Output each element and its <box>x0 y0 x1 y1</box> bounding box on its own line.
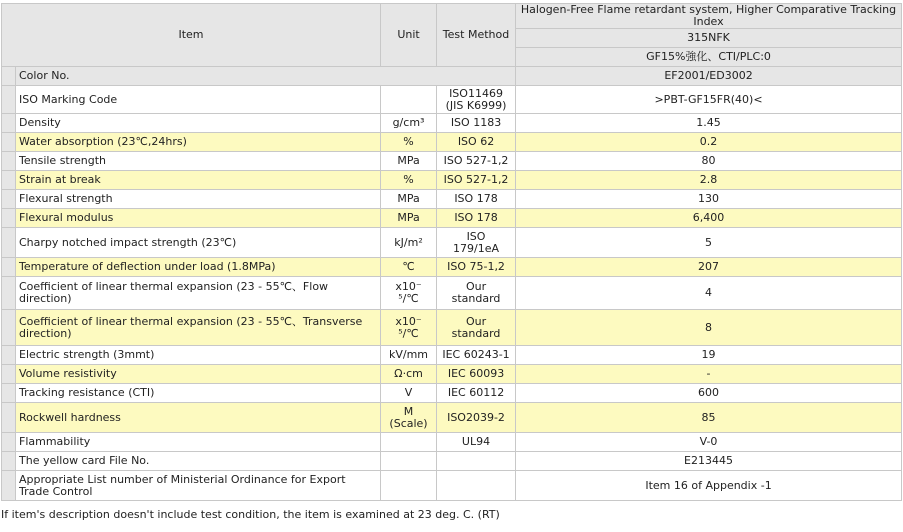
row-method: IEC 60093 <box>437 365 516 384</box>
row-value: 2.8 <box>516 171 902 190</box>
data-rows <box>2 86 902 501</box>
table-row <box>2 152 902 171</box>
row-item: Coefficient of linear thermal expansion (23 - 55℃、Flow direction) <box>16 277 381 310</box>
row-value: 80 <box>516 152 902 171</box>
row-marker <box>2 258 16 277</box>
header-series: Halogen-Free Flame retardant system, Higher Comparative Tracking Index <box>516 4 902 29</box>
row-item: Electric strength (3mmt) <box>16 346 381 365</box>
properties-table <box>1 3 902 501</box>
row-marker <box>2 471 16 501</box>
row-marker <box>2 365 16 384</box>
table-row <box>2 310 902 346</box>
row-unit: g/cm³ <box>381 114 437 133</box>
row-marker <box>2 228 16 258</box>
row-marker <box>2 190 16 209</box>
row-unit: M (Scale) <box>381 403 437 433</box>
header-item: Item <box>2 4 381 67</box>
table-row <box>2 277 902 310</box>
row-unit: MPa <box>381 152 437 171</box>
row-method <box>437 471 516 501</box>
color-no-value: EF2001/ED3002 <box>516 67 902 86</box>
row-value: 130 <box>516 190 902 209</box>
row-method: ISO 527-1,2 <box>437 152 516 171</box>
row-unit: kV/mm <box>381 346 437 365</box>
row-marker <box>2 171 16 190</box>
row-marker <box>2 86 16 114</box>
row-item: Charpy notched impact strength (23℃) <box>16 228 381 258</box>
row-unit <box>381 471 437 501</box>
row-value: E213445 <box>516 452 902 471</box>
row-value: >PBT-GF15FR(40)< <box>516 86 902 114</box>
row-item: Tensile strength <box>16 152 381 171</box>
table-row <box>2 209 902 228</box>
table-row <box>2 190 902 209</box>
table-row <box>2 384 902 403</box>
row-marker <box>2 310 16 346</box>
row-method: UL94 <box>437 433 516 452</box>
row-item: Volume resistivity <box>16 365 381 384</box>
row-method: IEC 60243-1 <box>437 346 516 365</box>
row-method: IEC 60112 <box>437 384 516 403</box>
table-row <box>2 171 902 190</box>
row-value: 4 <box>516 277 902 310</box>
row-method: ISO11469 (JIS K6999) <box>437 86 516 114</box>
row-method: ISO 178 <box>437 209 516 228</box>
table-row <box>2 114 902 133</box>
row-value: 1.45 <box>516 114 902 133</box>
row-method: ISO 62 <box>437 133 516 152</box>
row-marker <box>2 152 16 171</box>
row-value: 85 <box>516 403 902 433</box>
header-grade: 315NFK <box>516 29 902 48</box>
row-value: 600 <box>516 384 902 403</box>
row-item: Tracking resistance (CTI) <box>16 384 381 403</box>
row-method: ISO 178 <box>437 190 516 209</box>
row-value: 8 <box>516 310 902 346</box>
row-marker <box>2 384 16 403</box>
row-marker <box>2 452 16 471</box>
row-unit: MPa <box>381 209 437 228</box>
row-item: Temperature of deflection under load (1.8MPa) <box>16 258 381 277</box>
row-method: ISO2039-2 <box>437 403 516 433</box>
row-item: ISO Marking Code <box>16 86 381 114</box>
row-unit: ℃ <box>381 258 437 277</box>
table-row <box>2 471 902 501</box>
row-item: Flexural strength <box>16 190 381 209</box>
row-method: Our standard <box>437 277 516 310</box>
row-item: Density <box>16 114 381 133</box>
row-method: ISO 179/1eA <box>437 228 516 258</box>
row-value: - <box>516 365 902 384</box>
row-unit <box>381 452 437 471</box>
row-item: Coefficient of linear thermal expansion (23 - 55℃、Transverse direction) <box>16 310 381 346</box>
row-marker <box>2 209 16 228</box>
table-row <box>2 86 902 114</box>
table-row <box>2 346 902 365</box>
header-test-method: Test Method <box>437 4 516 67</box>
footnote: If item's description doesn't include test condition, the item is examined at 23 deg. C. (RT) <box>1 508 500 521</box>
table-row <box>2 433 902 452</box>
header-grade-desc: GF15%強化、CTI/PLC:0 <box>516 48 902 67</box>
row-value: 0.2 <box>516 133 902 152</box>
row-method: Our standard <box>437 310 516 346</box>
row-marker <box>2 114 16 133</box>
row-unit: % <box>381 133 437 152</box>
table-row <box>2 133 902 152</box>
row-item: Flexural modulus <box>16 209 381 228</box>
row-value: 5 <box>516 228 902 258</box>
row-method: ISO 75-1,2 <box>437 258 516 277</box>
row-item: The yellow card File No. <box>16 452 381 471</box>
row-value: Item 16 of Appendix -1 <box>516 471 902 501</box>
row-method <box>437 452 516 471</box>
row-value: V-0 <box>516 433 902 452</box>
row-unit: x10⁻ ⁵/℃ <box>381 310 437 346</box>
row-item: Water absorption (23℃,24hrs) <box>16 133 381 152</box>
row-marker <box>2 277 16 310</box>
row-unit: MPa <box>381 190 437 209</box>
header-unit: Unit <box>381 4 437 67</box>
color-no-label: Color No. <box>16 67 516 86</box>
row-marker <box>2 67 16 86</box>
row-method: ISO 1183 <box>437 114 516 133</box>
row-unit: kJ/m² <box>381 228 437 258</box>
row-marker <box>2 403 16 433</box>
row-marker <box>2 133 16 152</box>
table-row <box>2 403 902 433</box>
row-unit <box>381 86 437 114</box>
row-marker <box>2 346 16 365</box>
row-unit: x10⁻ ⁵/℃ <box>381 277 437 310</box>
table-row <box>2 452 902 471</box>
row-unit <box>381 433 437 452</box>
row-unit: % <box>381 171 437 190</box>
table-row <box>2 365 902 384</box>
row-value: 6,400 <box>516 209 902 228</box>
row-unit: V <box>381 384 437 403</box>
row-method: ISO 527-1,2 <box>437 171 516 190</box>
row-marker <box>2 433 16 452</box>
row-item: Flammability <box>16 433 381 452</box>
row-item: Strain at break <box>16 171 381 190</box>
table-row <box>2 258 902 277</box>
row-item: Rockwell hardness <box>16 403 381 433</box>
row-item: Appropriate List number of Ministerial Ordinance for Export Trade Control <box>16 471 381 501</box>
row-unit: Ω·cm <box>381 365 437 384</box>
row-value: 19 <box>516 346 902 365</box>
row-value: 207 <box>516 258 902 277</box>
table-row <box>2 228 902 258</box>
